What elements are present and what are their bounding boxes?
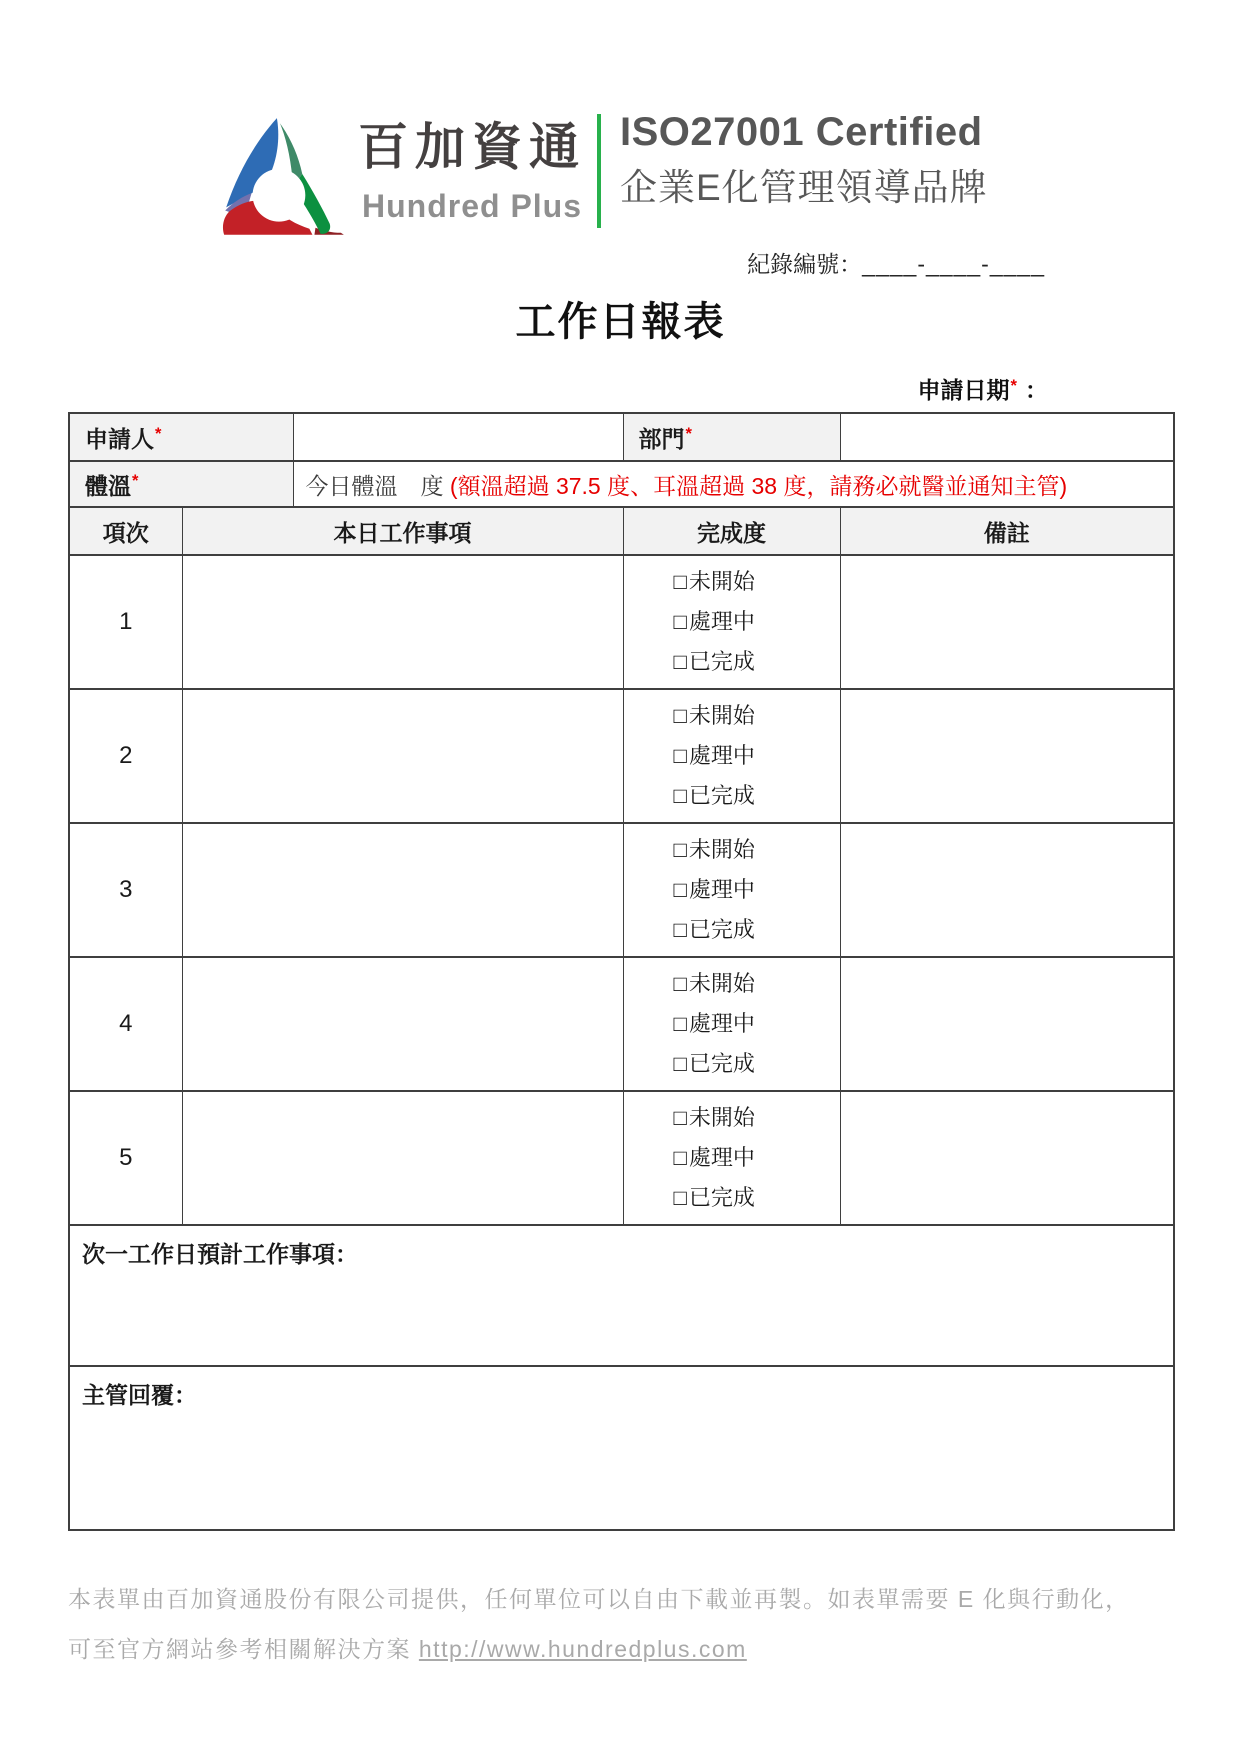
required-asterisk: *: [132, 471, 139, 491]
next-day-section: [69, 1225, 1174, 1366]
footer-line1: 本表單由百加資通股份有限公司提供，任何單位可以自由下載並再製。如表單需要 E 化與行動化，: [68, 1586, 1130, 1612]
column-header-work-item: 本日工作事項: [182, 507, 623, 555]
table-row: [69, 1091, 1174, 1225]
footer-line2: 可至官方網站參考相關解決方案 http://www.hundredplus.com: [68, 1636, 747, 1662]
checkbox-icon: □: [673, 971, 687, 996]
iso-certified-line: ISO27001 Certified: [620, 110, 983, 154]
checkbox-icon: □: [673, 783, 687, 808]
remark-input[interactable]: [840, 555, 1174, 689]
status-option-in-progress[interactable]: □處理中: [673, 609, 755, 634]
row-index: 1: [69, 555, 182, 689]
logo-center-circle: [253, 169, 306, 222]
work-item-input[interactable]: [182, 1091, 623, 1225]
temperature-input[interactable]: [293, 461, 1174, 507]
status-cell: [623, 823, 840, 957]
applicant-input[interactable]: [293, 413, 623, 461]
required-asterisk: *: [155, 424, 162, 444]
page-title: 工作日報表: [515, 300, 726, 344]
column-header-index: 項次: [69, 507, 182, 555]
required-asterisk: *: [1010, 375, 1017, 395]
footer-note: [68, 1574, 1130, 1674]
manager-reply-section: [69, 1366, 1174, 1530]
status-cell: [623, 957, 840, 1091]
status-option-done[interactable]: □已完成: [673, 783, 755, 808]
status-option-in-progress[interactable]: □處理中: [673, 877, 755, 902]
temperature-text: 今日體溫 度: [305, 472, 450, 499]
row-index: 4: [69, 957, 182, 1091]
next-day-label: 次一工作日預計工作事項：: [82, 1241, 358, 1267]
checkbox-icon: □: [673, 1011, 687, 1036]
work-item-input[interactable]: [182, 957, 623, 1091]
status-option-in-progress[interactable]: □處理中: [673, 743, 755, 768]
checkbox-icon: □: [673, 1051, 687, 1076]
checkbox-icon: □: [673, 837, 687, 862]
table-row: [69, 823, 1174, 957]
applicant-row: [69, 413, 1174, 461]
status-option-done[interactable]: □已完成: [673, 649, 755, 674]
table-header-row: [69, 507, 1174, 555]
required-asterisk: *: [685, 424, 692, 444]
work-item-input[interactable]: [182, 555, 623, 689]
apply-date-colon: ：: [1025, 377, 1048, 403]
manager-reply-input[interactable]: [69, 1366, 1174, 1530]
column-header-remark: 備註: [840, 507, 1174, 555]
checkbox-icon: □: [673, 1145, 687, 1170]
brand-divider: [597, 114, 601, 228]
row-index: 5: [69, 1091, 182, 1225]
temperature-warning: (額溫超過 37.5 度、耳溫超過 38 度，請務必就醫並通知主管): [449, 472, 1068, 499]
brand-slogan: 企業E化管理領導品牌: [620, 167, 988, 208]
status-option-done[interactable]: □已完成: [673, 917, 755, 942]
remark-input[interactable]: [840, 957, 1174, 1091]
status-option-not-started[interactable]: □未開始: [673, 703, 755, 728]
status-cell: [623, 689, 840, 823]
checkbox-icon: □: [673, 609, 687, 634]
table-row: [69, 555, 1174, 689]
column-header-status: 完成度: [623, 507, 840, 555]
remark-input[interactable]: [840, 823, 1174, 957]
status-option-done[interactable]: □已完成: [673, 1051, 755, 1076]
status-option-not-started[interactable]: □未開始: [673, 971, 755, 996]
work-item-input[interactable]: [182, 823, 623, 957]
status-option-in-progress[interactable]: □處理中: [673, 1011, 755, 1036]
remark-input[interactable]: [840, 689, 1174, 823]
apply-date-label: 申請日期: [917, 377, 1010, 403]
table-row: [69, 957, 1174, 1091]
checkbox-icon: □: [673, 1185, 687, 1210]
record-number-label: 紀錄編號：: [747, 251, 863, 277]
row-index: 2: [69, 689, 182, 823]
manager-reply-label: 主管回覆：: [82, 1382, 197, 1408]
work-item-input[interactable]: [182, 689, 623, 823]
status-option-not-started[interactable]: □未開始: [673, 569, 755, 594]
temperature-label: 體溫*: [69, 461, 293, 507]
status-option-done[interactable]: □已完成: [673, 1185, 755, 1210]
status-cell: [623, 1091, 840, 1225]
temperature-row: [69, 461, 1174, 507]
status-option-in-progress[interactable]: □處理中: [673, 1145, 755, 1170]
status-option-not-started[interactable]: □未開始: [673, 1105, 755, 1130]
department-input[interactable]: [840, 413, 1174, 461]
status-cell: [623, 555, 840, 689]
apply-date-line: [918, 372, 1048, 405]
checkbox-icon: □: [673, 877, 687, 902]
checkbox-icon: □: [673, 743, 687, 768]
checkbox-icon: □: [673, 917, 687, 942]
daily-report-table: [68, 412, 1175, 1531]
next-day-input[interactable]: [69, 1225, 1174, 1366]
checkbox-icon: □: [673, 569, 687, 594]
row-index: 3: [69, 823, 182, 957]
record-number-blank[interactable]: ____-____-____: [862, 251, 1045, 277]
department-label: 部門*: [623, 413, 840, 461]
checkbox-icon: □: [673, 1105, 687, 1130]
record-number-line: [0, 246, 1045, 279]
status-option-not-started[interactable]: □未開始: [673, 837, 755, 862]
company-logo: [212, 116, 354, 240]
table-row: [69, 689, 1174, 823]
remark-input[interactable]: [840, 1091, 1174, 1225]
checkbox-icon: □: [673, 703, 687, 728]
footer-link[interactable]: http://www.hundredplus.com: [418, 1636, 747, 1662]
checkbox-icon: □: [673, 649, 687, 674]
applicant-label: 申請人*: [69, 413, 293, 461]
brand-name-en: Hundred Plus: [362, 188, 583, 224]
brand-name-zh: 百加資通: [358, 119, 586, 175]
